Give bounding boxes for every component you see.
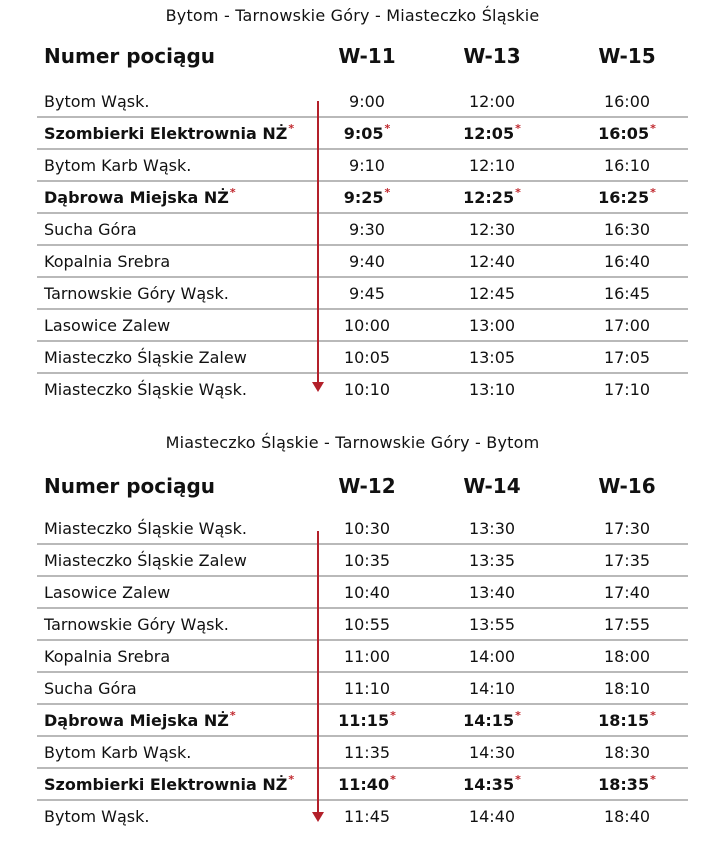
stop-name: [44, 124, 294, 143]
on-request-marker: *: [650, 709, 656, 722]
departure-time-text: 16:00: [603, 92, 651, 111]
arrow-down-icon: [317, 101, 319, 384]
stop-name-text: Szombierki Elektrownia NŻ: [44, 124, 288, 143]
stop-name-text: Sucha Góra: [44, 679, 137, 698]
departure-time-text: 16:25: [598, 188, 650, 207]
departure-time-text: 10:55: [343, 615, 391, 634]
departure-time-text: 18:40: [603, 807, 651, 826]
departure-time: [572, 124, 682, 143]
departure-time-text: 16:45: [603, 284, 651, 303]
stop-name-text: Szombierki Elektrownia NŻ: [44, 775, 288, 794]
departure-time: [312, 679, 422, 698]
departure-time: [437, 316, 547, 335]
departure-time: [312, 583, 422, 602]
on-request-marker: *: [650, 122, 656, 135]
departure-time-text: 10:00: [343, 316, 391, 335]
departure-time: [437, 188, 547, 207]
on-request-marker: *: [650, 773, 656, 786]
departure-time: [437, 380, 547, 399]
departure-time-text: 10:35: [343, 551, 391, 570]
departure-time-text: 11:35: [343, 743, 391, 762]
stop-name: [44, 220, 137, 239]
departure-time-text: 9:25: [343, 188, 384, 207]
departure-time-text: 16:10: [603, 156, 651, 175]
departure-time: [572, 775, 682, 794]
stop-name-text: Bytom Karb Wąsk.: [44, 156, 192, 175]
departure-time: [312, 807, 422, 826]
train-number-header: W-15: [598, 44, 656, 68]
departure-time: [437, 647, 547, 666]
on-request-marker: *: [650, 186, 656, 199]
departure-time-text: 12:30: [468, 220, 516, 239]
departure-time: [437, 615, 547, 634]
departure-time: [572, 551, 682, 570]
stop-name: [44, 775, 294, 794]
departure-time-text: 11:40: [338, 775, 390, 794]
departure-time: [437, 583, 547, 602]
departure-time-text: 10:05: [343, 348, 391, 367]
stop-name-text: Lasowice Zalew: [44, 583, 171, 602]
table-row: [37, 310, 688, 342]
departure-time-text: 14:40: [468, 807, 516, 826]
stop-name-text: Sucha Góra: [44, 220, 137, 239]
departure-time-text: 14:00: [468, 647, 516, 666]
departure-time: [572, 156, 682, 175]
train-number-header: W-12: [338, 474, 396, 498]
departure-time: [312, 743, 422, 762]
departure-time-text: 12:40: [468, 252, 516, 271]
table-row: [37, 150, 688, 182]
departure-time-text: 17:35: [603, 551, 651, 570]
departure-time-text: 11:45: [343, 807, 391, 826]
departure-time: [312, 220, 422, 239]
train-number-label: Numer pociągu: [44, 44, 216, 68]
departure-time-text: 13:40: [468, 583, 516, 602]
stop-name-text: Tarnowskie Góry Wąsk.: [44, 615, 229, 634]
departure-time-text: 17:00: [603, 316, 651, 335]
timetable: [37, 513, 688, 833]
table-row: [37, 513, 688, 545]
departure-time: [572, 711, 682, 730]
on-request-marker: *: [229, 186, 236, 199]
on-request-marker: *: [390, 773, 396, 786]
departure-time-text: 9:10: [349, 156, 385, 175]
departure-time-text: 9:00: [349, 92, 385, 111]
departure-time-text: 12:45: [468, 284, 516, 303]
stop-name-text: Dąbrowa Miejska NŻ: [44, 188, 229, 207]
stop-name: [44, 807, 150, 826]
table-row: [37, 673, 688, 705]
departure-time: [572, 583, 682, 602]
departure-time: [572, 316, 682, 335]
table-row: [37, 86, 688, 118]
departure-time-text: 13:05: [468, 348, 516, 367]
departure-time: [437, 807, 547, 826]
departure-time: [437, 348, 547, 367]
departure-time-text: 17:55: [603, 615, 651, 634]
table-row: [37, 214, 688, 246]
departure-time: [572, 92, 682, 111]
departure-time: [572, 679, 682, 698]
departure-time: [312, 188, 422, 207]
stop-name: [44, 284, 229, 303]
departure-time-text: 16:30: [603, 220, 651, 239]
table-header: [44, 44, 688, 74]
departure-time-text: 18:35: [598, 775, 650, 794]
departure-time-text: 13:30: [468, 519, 516, 538]
departure-time-text: 13:00: [468, 316, 516, 335]
table-row: [37, 801, 688, 833]
departure-time: [437, 679, 547, 698]
departure-time-text: 18:30: [603, 743, 651, 762]
departure-time: [437, 284, 547, 303]
table-row: [37, 278, 688, 310]
train-number-header: W-13: [463, 44, 521, 68]
stop-name-text: Miasteczko Śląskie Zalew: [44, 348, 247, 367]
departure-time: [312, 519, 422, 538]
on-request-marker: *: [515, 709, 521, 722]
departure-time: [312, 156, 422, 175]
departure-time-text: 9:05: [343, 124, 384, 143]
departure-time: [572, 519, 682, 538]
departure-time: [312, 775, 422, 794]
on-request-marker: *: [515, 186, 521, 199]
table-row: [37, 182, 688, 214]
departure-time-text: 10:30: [343, 519, 391, 538]
departure-time-text: 13:55: [468, 615, 516, 634]
table-row: [37, 641, 688, 673]
departure-time-text: 14:30: [468, 743, 516, 762]
departure-time-text: 12:25: [463, 188, 515, 207]
departure-time: [312, 92, 422, 111]
on-request-marker: *: [390, 709, 396, 722]
table-row: [37, 577, 688, 609]
departure-time-text: 11:10: [343, 679, 391, 698]
train-number-header: W-14: [463, 474, 521, 498]
table-row: [37, 374, 688, 406]
departure-time-text: 14:15: [463, 711, 515, 730]
stop-name-text: Bytom Karb Wąsk.: [44, 743, 192, 762]
stop-name: [44, 316, 170, 335]
table-row: [37, 705, 688, 737]
table-row: [37, 737, 688, 769]
departure-time-text: 17:10: [603, 380, 651, 399]
departure-time: [437, 156, 547, 175]
stop-name: [44, 92, 150, 111]
departure-time-text: 10:40: [343, 583, 391, 602]
table-row: [37, 545, 688, 577]
departure-time: [437, 711, 547, 730]
departure-time: [437, 92, 547, 111]
stop-name: [44, 252, 170, 271]
stop-name: [44, 615, 229, 634]
train-number-header: W-11: [338, 44, 396, 68]
stop-name: [44, 348, 247, 367]
departure-time-text: 13:10: [468, 380, 516, 399]
departure-time-text: 9:45: [349, 284, 385, 303]
stop-name-text: Bytom Wąsk.: [44, 807, 150, 826]
departure-time: [312, 711, 422, 730]
route-title: Bytom - Tarnowskie Góry - Miasteczko Śląskie: [165, 6, 540, 25]
departure-time: [572, 252, 682, 271]
departure-time: [437, 252, 547, 271]
table-header: [44, 474, 688, 504]
departure-time-text: 17:05: [603, 348, 651, 367]
stop-name-text: Bytom Wąsk.: [44, 92, 150, 111]
departure-time: [572, 807, 682, 826]
stop-name: [44, 711, 236, 730]
departure-time-text: 17:40: [603, 583, 651, 602]
route-title: Miasteczko Śląskie - Tarnowskie Góry - Bytom: [165, 433, 540, 452]
departure-time-text: 12:10: [468, 156, 516, 175]
departure-time: [312, 551, 422, 570]
departure-time: [572, 348, 682, 367]
departure-time: [312, 647, 422, 666]
stop-name-text: Kopalnia Srebra: [44, 252, 171, 271]
departure-time-text: 16:40: [603, 252, 651, 271]
departure-time: [437, 551, 547, 570]
departure-time-text: 13:35: [468, 551, 516, 570]
departure-time: [572, 284, 682, 303]
departure-time: [437, 124, 547, 143]
on-request-marker: *: [384, 186, 391, 199]
stop-name-text: Miasteczko Śląskie Wąsk.: [44, 519, 247, 538]
stop-name: [44, 188, 236, 207]
on-request-marker: *: [384, 122, 391, 135]
train-number-header: W-16: [598, 474, 656, 498]
departure-time-text: 14:10: [468, 679, 516, 698]
on-request-marker: *: [229, 709, 236, 722]
departure-time: [437, 743, 547, 762]
stop-name-text: Lasowice Zalew: [44, 316, 171, 335]
stop-name: [44, 679, 137, 698]
stop-name: [44, 380, 247, 399]
departure-time: [572, 615, 682, 634]
table-row: [37, 342, 688, 374]
stop-name: [44, 551, 247, 570]
on-request-marker: *: [288, 773, 295, 786]
departure-time-text: 10:10: [343, 380, 391, 399]
departure-time: [312, 124, 422, 143]
departure-time-text: 18:15: [598, 711, 650, 730]
departure-time: [312, 284, 422, 303]
departure-time-text: 18:00: [603, 647, 651, 666]
departure-time: [312, 348, 422, 367]
table-row: [37, 118, 688, 150]
departure-time: [572, 647, 682, 666]
on-request-marker: *: [515, 773, 521, 786]
departure-time-text: 18:10: [603, 679, 651, 698]
departure-time-text: 12:00: [468, 92, 516, 111]
stop-name-text: Tarnowskie Góry Wąsk.: [44, 284, 229, 303]
table-row: [37, 246, 688, 278]
stop-name-text: Miasteczko Śląskie Wąsk.: [44, 380, 247, 399]
on-request-marker: *: [288, 122, 295, 135]
stop-name: [44, 583, 170, 602]
departure-time: [437, 220, 547, 239]
departure-time-text: 9:30: [349, 220, 385, 239]
departure-time-text: 16:05: [598, 124, 650, 143]
arrow-down-icon: [317, 531, 319, 814]
on-request-marker: *: [515, 122, 521, 135]
timetable: [37, 86, 688, 406]
departure-time: [437, 519, 547, 538]
stop-name: [44, 519, 247, 538]
stop-name-text: Dąbrowa Miejska NŻ: [44, 711, 229, 730]
departure-time: [312, 252, 422, 271]
train-number-label: Numer pociągu: [44, 474, 216, 498]
table-row: [37, 769, 688, 801]
stop-name: [44, 156, 191, 175]
stop-name-text: Kopalnia Srebra: [44, 647, 171, 666]
table-row: [37, 609, 688, 641]
departure-time: [312, 316, 422, 335]
stop-name: [44, 743, 191, 762]
departure-time-text: 12:05: [463, 124, 515, 143]
departure-time: [572, 220, 682, 239]
departure-time: [572, 188, 682, 207]
departure-time: [437, 775, 547, 794]
departure-time: [312, 615, 422, 634]
departure-time: [572, 743, 682, 762]
departure-time-text: 11:15: [338, 711, 390, 730]
departure-time: [312, 380, 422, 399]
departure-time-text: 17:30: [603, 519, 651, 538]
departure-time-text: 9:40: [349, 252, 385, 271]
departure-time-text: 11:00: [343, 647, 391, 666]
departure-time: [572, 380, 682, 399]
stop-name-text: Miasteczko Śląskie Zalew: [44, 551, 247, 570]
departure-time-text: 14:35: [463, 775, 515, 794]
stop-name: [44, 647, 170, 666]
